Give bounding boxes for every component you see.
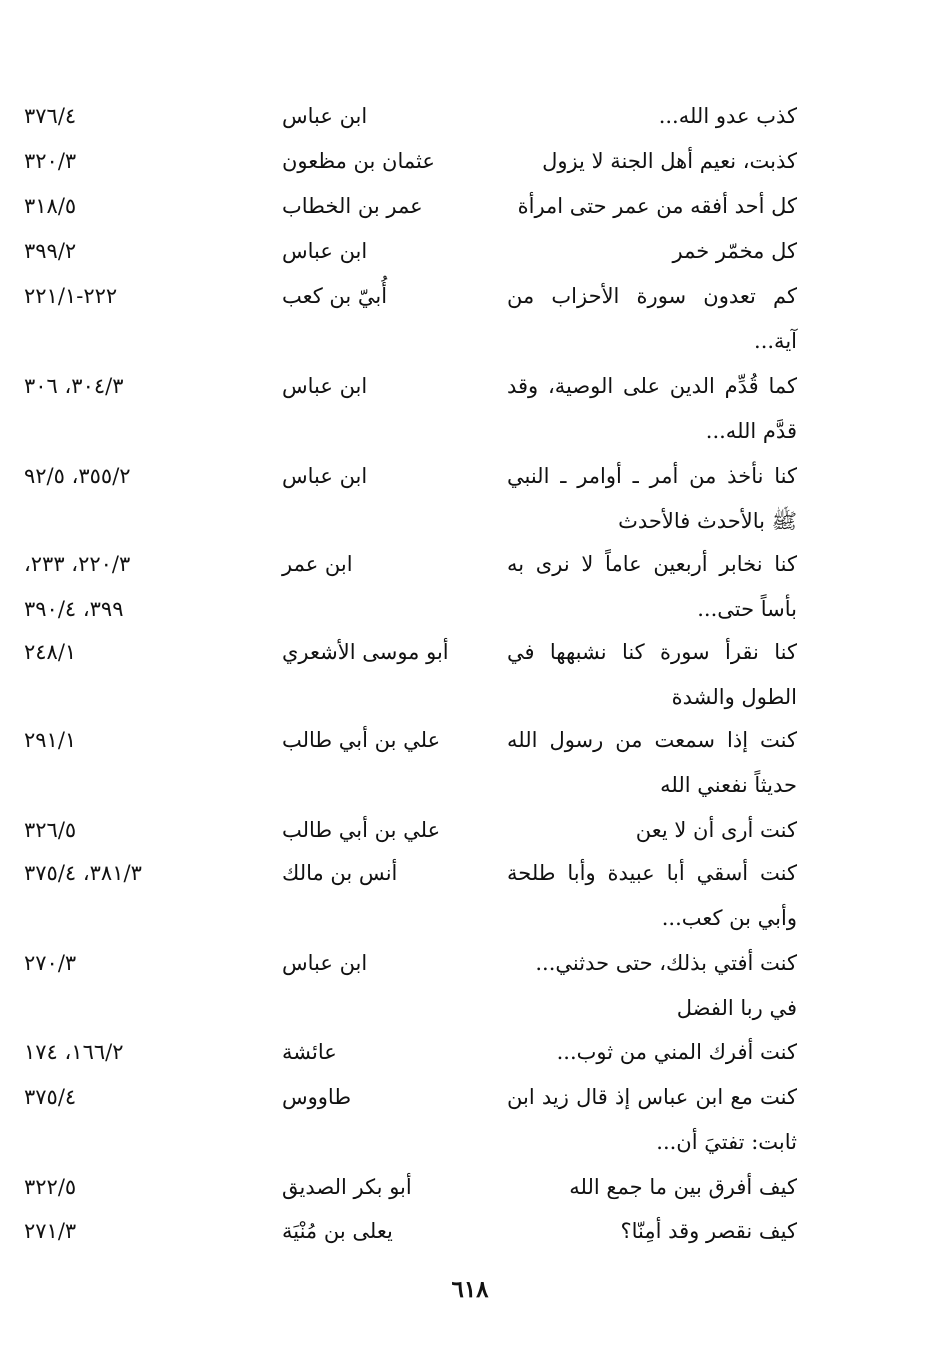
page-number: ٦١٨	[451, 1276, 489, 1303]
entry-references: ٢٢٠/٣، ٢٣٣،	[24, 552, 131, 576]
index-entry	[0, 1209, 940, 1254]
entry-text: كنت إذا سمعت من رسول الله	[507, 728, 797, 752]
entry-narrator: ابن عمر	[282, 552, 353, 576]
entry-text-continuation: في ربا الفضل	[676, 996, 797, 1020]
entry-narrator: عثمان بن مظعون	[282, 149, 435, 173]
entry-text: كيف أفرق بين ما جمع الله	[569, 1175, 797, 1199]
entry-references: ٢٩١/١	[24, 728, 77, 752]
entry-text: كيف نقصر وقد أمِنّا؟	[620, 1219, 797, 1243]
entry-references: ٢٤٨/١	[24, 640, 77, 664]
entry-text: كنت مع ابن عباس إذ قال زيد ابن	[507, 1085, 797, 1109]
entry-text: كما قُدِّم الدين على الوصية، وقد	[507, 374, 797, 398]
entry-narrator: علي بن أبي طالب	[282, 818, 441, 842]
entry-text: كنت أسقي أبا عبيدة وأبا طلحة	[507, 861, 797, 885]
entry-narrator: ابن عباس	[282, 239, 368, 263]
entry-text-continuation: ثابت: تفتيَ أن...	[656, 1130, 797, 1154]
entry-text-continuation: بأساً حتى...	[697, 597, 797, 621]
entry-text-continuation: وأبي بن كعب...	[661, 906, 797, 930]
entry-narrator: أنس بن مالك	[282, 861, 398, 885]
index-entry	[0, 1165, 940, 1210]
entry-references: ٣٩٩/٢	[24, 239, 77, 263]
entry-references: ٣٥٥/٢، ٩٢/٥	[24, 464, 131, 488]
entry-references: ٣٧٦/٤	[24, 104, 77, 128]
index-entry	[0, 454, 940, 544]
entry-references: ٣٧٥/٤	[24, 1085, 77, 1109]
entry-text-continuation: حديثاً نفعني الله	[660, 773, 797, 797]
index-entry	[0, 630, 940, 720]
entry-text: كذب عدو الله...	[658, 104, 797, 128]
entry-text: كل أحد أفقه من عمر حتى امرأة	[517, 194, 797, 218]
entry-references: ١٦٦/٢، ١٧٤	[24, 1040, 124, 1064]
entry-narrator: علي بن أبي طالب	[282, 728, 441, 752]
entry-text: كم تعدون سورة الأحزاب من	[507, 284, 797, 308]
entry-references: ٣٢٠/٣	[24, 149, 77, 173]
index-entry	[0, 139, 940, 184]
entry-narrator: أبو موسى الأشعري	[282, 640, 449, 664]
entry-text-continuation: ﷺ بالأحدث فالأحدث	[618, 509, 797, 533]
entry-references: ٣٠٤/٣، ٣٠٦	[24, 374, 124, 398]
index-entry	[0, 184, 940, 229]
index-entry	[0, 364, 940, 454]
entry-references: ٢٧١/٣	[24, 1219, 77, 1243]
entry-references: ٣٢٦/٥	[24, 818, 77, 842]
entry-narrator: ابن عباس	[282, 951, 368, 975]
entry-text-continuation: آية...	[754, 329, 797, 353]
entry-references: ٣٢٢/٥	[24, 1175, 77, 1199]
entry-text-continuation: قدَّم الله...	[705, 419, 797, 443]
entry-text: كنا نقرأ سورة كنا نشبهها في	[507, 640, 797, 664]
entry-narrator: أُبيّ بن كعب	[282, 284, 388, 308]
entry-narrator: يعلى بن مُنْيَة	[282, 1219, 393, 1243]
entry-narrator: عائشة	[282, 1040, 337, 1064]
index-entry	[0, 808, 940, 853]
entry-text: كنت أرى أن لا يعن	[635, 818, 797, 842]
index-entry	[0, 274, 940, 364]
entry-text-continuation: الطول والشدة	[671, 685, 797, 709]
entry-narrator: عمر بن الخطاب	[282, 194, 423, 218]
entry-text: كذبت، نعيم أهل الجنة لا يزول	[542, 149, 797, 173]
entry-references: ٣١٨/٥	[24, 194, 77, 218]
entry-narrator: طاووس	[282, 1085, 352, 1109]
index-entry	[0, 94, 940, 139]
entry-narrator: ابن عباس	[282, 104, 368, 128]
entry-text: كنا نخابر أربعين عاماً لا نرى به	[507, 552, 797, 576]
entry-references: ٢٢٢-٢٢١/١	[24, 284, 118, 308]
entry-text: كنا نأخذ من أمر ـ أوامر ـ النبي	[507, 464, 797, 488]
entry-narrator: ابن عباس	[282, 464, 368, 488]
entry-text: كنت أفرك المني من ثوب...	[556, 1040, 797, 1064]
entry-narrator: أبو بكر الصديق	[282, 1175, 412, 1199]
index-entry	[0, 542, 940, 632]
index-entry	[0, 718, 940, 808]
entry-narrator: ابن عباس	[282, 374, 368, 398]
index-entry	[0, 1030, 940, 1075]
entry-references: ٢٧٠/٣	[24, 951, 77, 975]
index-entry	[0, 851, 940, 941]
entry-text: كنت أفتي بذلك، حتى حدثني...	[535, 951, 797, 975]
index-entry	[0, 1075, 940, 1165]
index-entry	[0, 941, 940, 1031]
index-entry	[0, 229, 940, 274]
entry-references-continued: ٣٩٩، ٣٩٠/٤	[24, 597, 124, 621]
entry-references: ٣٨١/٣، ٣٧٥/٤	[24, 861, 142, 885]
entry-text: كل مخمّر خمر	[672, 239, 797, 263]
